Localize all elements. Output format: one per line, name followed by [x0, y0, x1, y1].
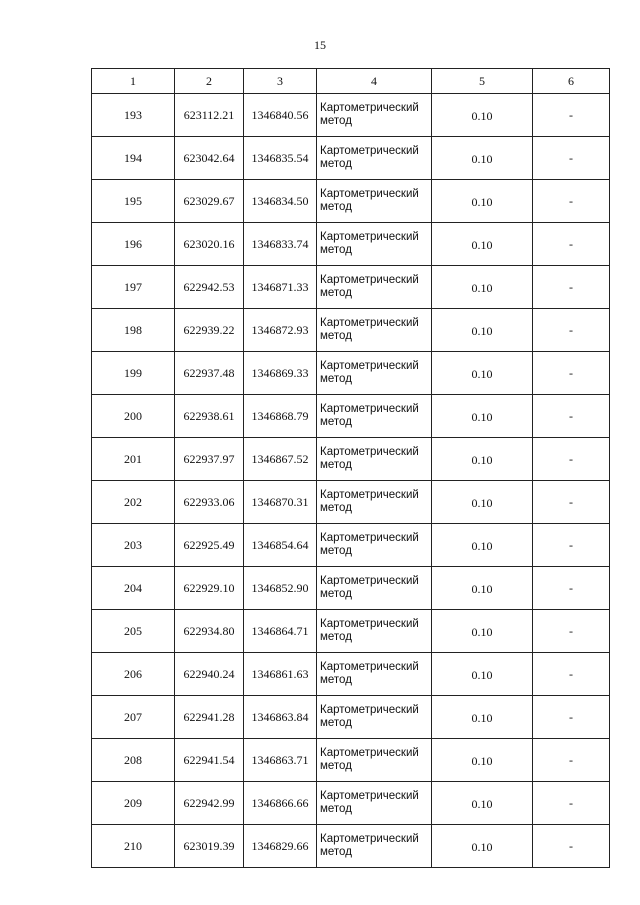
method-text-line1: Картометрический	[320, 231, 419, 243]
note-cell: -	[533, 567, 610, 610]
note-cell: -	[533, 352, 610, 395]
method-text-line1: Картометрический	[320, 317, 419, 329]
x-coordinate-cell: 622941.28	[175, 696, 244, 739]
method-cell	[317, 481, 432, 524]
accuracy-cell: 0.10	[432, 653, 533, 696]
method-text-line2: метод	[320, 760, 352, 772]
point-number-cell: 194	[92, 137, 175, 180]
note-cell: -	[533, 438, 610, 481]
y-coordinate-cell: 1346869.33	[244, 352, 317, 395]
method-text-line1: Картометрический	[320, 618, 419, 630]
x-coordinate-cell: 623019.39	[175, 825, 244, 868]
accuracy-cell: 0.10	[432, 94, 533, 137]
method-text-line2: метод	[320, 588, 352, 600]
x-coordinate-cell: 622925.49	[175, 524, 244, 567]
point-number-cell: 196	[92, 223, 175, 266]
y-coordinate-cell: 1346868.79	[244, 395, 317, 438]
y-coordinate-cell: 1346864.71	[244, 610, 317, 653]
note-cell: -	[533, 94, 610, 137]
method-text-line1: Картометрический	[320, 704, 419, 716]
point-number-cell: 208	[92, 739, 175, 782]
method-text-line2: метод	[320, 330, 352, 342]
method-cell	[317, 696, 432, 739]
x-coordinate-cell: 622942.99	[175, 782, 244, 825]
table-row	[92, 352, 610, 395]
point-number-cell: 201	[92, 438, 175, 481]
y-coordinate-cell: 1346835.54	[244, 137, 317, 180]
column-header: 4	[317, 69, 432, 94]
method-text-line1: Картометрический	[320, 403, 419, 415]
note-cell: -	[533, 653, 610, 696]
table-row	[92, 223, 610, 266]
accuracy-cell: 0.10	[432, 610, 533, 653]
method-text-line2: метод	[320, 201, 352, 213]
accuracy-cell: 0.10	[432, 524, 533, 567]
method-text-line1: Картометрический	[320, 274, 419, 286]
method-text-line2: метод	[320, 846, 352, 858]
table-header-row	[92, 69, 610, 94]
table-row	[92, 395, 610, 438]
y-coordinate-cell: 1346872.93	[244, 309, 317, 352]
method-text-line2: метод	[320, 545, 352, 557]
note-cell: -	[533, 395, 610, 438]
y-coordinate-cell: 1346866.66	[244, 782, 317, 825]
accuracy-cell: 0.10	[432, 825, 533, 868]
point-number-cell: 207	[92, 696, 175, 739]
y-coordinate-cell: 1346852.90	[244, 567, 317, 610]
table-row	[92, 567, 610, 610]
accuracy-cell: 0.10	[432, 180, 533, 223]
method-cell	[317, 94, 432, 137]
note-cell: -	[533, 180, 610, 223]
x-coordinate-cell: 623029.67	[175, 180, 244, 223]
method-text-line1: Картометрический	[320, 790, 419, 802]
method-text-line1: Картометрический	[320, 532, 419, 544]
accuracy-cell: 0.10	[432, 137, 533, 180]
point-number-cell: 204	[92, 567, 175, 610]
accuracy-cell: 0.10	[432, 438, 533, 481]
y-coordinate-cell: 1346870.31	[244, 481, 317, 524]
method-text-line1: Картометрический	[320, 188, 419, 200]
table-row	[92, 180, 610, 223]
method-text-line1: Картометрический	[320, 489, 419, 501]
accuracy-cell: 0.10	[432, 567, 533, 610]
table-row	[92, 696, 610, 739]
method-text-line2: метод	[320, 244, 352, 256]
accuracy-cell: 0.10	[432, 266, 533, 309]
method-text-line1: Картометрический	[320, 833, 419, 845]
x-coordinate-cell: 622942.53	[175, 266, 244, 309]
x-coordinate-cell: 622929.10	[175, 567, 244, 610]
method-text-line2: метод	[320, 674, 352, 686]
method-cell	[317, 739, 432, 782]
point-number-cell: 209	[92, 782, 175, 825]
note-cell: -	[533, 266, 610, 309]
x-coordinate-cell: 622940.24	[175, 653, 244, 696]
method-cell	[317, 309, 432, 352]
x-coordinate-cell: 622939.22	[175, 309, 244, 352]
accuracy-cell: 0.10	[432, 782, 533, 825]
note-cell: -	[533, 524, 610, 567]
note-cell: -	[533, 739, 610, 782]
method-cell	[317, 653, 432, 696]
table-row	[92, 610, 610, 653]
method-text-line1: Картометрический	[320, 145, 419, 157]
method-text-line1: Картометрический	[320, 747, 419, 759]
method-text-line2: метод	[320, 803, 352, 815]
accuracy-cell: 0.10	[432, 395, 533, 438]
note-cell: -	[533, 137, 610, 180]
point-number-cell: 198	[92, 309, 175, 352]
note-cell: -	[533, 696, 610, 739]
method-text-line2: метод	[320, 459, 352, 471]
method-text-line1: Картометрический	[320, 575, 419, 587]
method-text-line2: метод	[320, 287, 352, 299]
x-coordinate-cell: 622937.48	[175, 352, 244, 395]
point-number-cell: 200	[92, 395, 175, 438]
method-text-line2: метод	[320, 502, 352, 514]
method-cell	[317, 524, 432, 567]
point-number-cell: 210	[92, 825, 175, 868]
x-coordinate-cell: 622933.06	[175, 481, 244, 524]
method-cell	[317, 137, 432, 180]
method-text-line1: Картометрический	[320, 661, 419, 673]
method-cell	[317, 395, 432, 438]
x-coordinate-cell: 622934.80	[175, 610, 244, 653]
method-cell	[317, 782, 432, 825]
point-number-cell: 203	[92, 524, 175, 567]
table-row	[92, 266, 610, 309]
point-number-cell: 195	[92, 180, 175, 223]
y-coordinate-cell: 1346861.63	[244, 653, 317, 696]
y-coordinate-cell: 1346863.84	[244, 696, 317, 739]
method-cell	[317, 223, 432, 266]
y-coordinate-cell: 1346867.52	[244, 438, 317, 481]
x-coordinate-cell: 623112.21	[175, 94, 244, 137]
x-coordinate-cell: 623042.64	[175, 137, 244, 180]
method-text-line2: метод	[320, 373, 352, 385]
x-coordinate-cell: 622941.54	[175, 739, 244, 782]
column-header: 3	[244, 69, 317, 94]
column-header: 2	[175, 69, 244, 94]
accuracy-cell: 0.10	[432, 696, 533, 739]
note-cell: -	[533, 309, 610, 352]
y-coordinate-cell: 1346863.71	[244, 739, 317, 782]
method-cell	[317, 825, 432, 868]
method-cell	[317, 352, 432, 395]
y-coordinate-cell: 1346840.56	[244, 94, 317, 137]
note-cell: -	[533, 782, 610, 825]
point-number-cell: 205	[92, 610, 175, 653]
method-text-line1: Картометрический	[320, 102, 419, 114]
x-coordinate-cell: 622937.97	[175, 438, 244, 481]
method-text-line2: метод	[320, 158, 352, 170]
x-coordinate-cell: 622938.61	[175, 395, 244, 438]
note-cell: -	[533, 223, 610, 266]
table-row	[92, 309, 610, 352]
accuracy-cell: 0.10	[432, 481, 533, 524]
method-text-line2: метод	[320, 717, 352, 729]
table-row	[92, 524, 610, 567]
point-number-cell: 202	[92, 481, 175, 524]
method-text-line1: Картометрический	[320, 360, 419, 372]
note-cell: -	[533, 481, 610, 524]
method-text-line1: Картометрический	[320, 446, 419, 458]
point-number-cell: 193	[92, 94, 175, 137]
table-row	[92, 653, 610, 696]
method-cell	[317, 438, 432, 481]
method-cell	[317, 610, 432, 653]
column-header: 1	[92, 69, 175, 94]
point-number-cell: 197	[92, 266, 175, 309]
y-coordinate-cell: 1346829.66	[244, 825, 317, 868]
table-row	[92, 782, 610, 825]
method-cell	[317, 567, 432, 610]
method-text-line2: метод	[320, 416, 352, 428]
method-text-line2: метод	[320, 631, 352, 643]
y-coordinate-cell: 1346833.74	[244, 223, 317, 266]
accuracy-cell: 0.10	[432, 223, 533, 266]
column-header: 5	[432, 69, 533, 94]
accuracy-cell: 0.10	[432, 352, 533, 395]
table-row	[92, 739, 610, 782]
method-cell	[317, 266, 432, 309]
table-row	[92, 825, 610, 868]
table-row	[92, 481, 610, 524]
page-number: 15	[314, 38, 326, 52]
y-coordinate-cell: 1346834.50	[244, 180, 317, 223]
table-row	[92, 438, 610, 481]
x-coordinate-cell: 623020.16	[175, 223, 244, 266]
note-cell: -	[533, 825, 610, 868]
method-text-line2: метод	[320, 115, 352, 127]
point-number-cell: 206	[92, 653, 175, 696]
y-coordinate-cell: 1346871.33	[244, 266, 317, 309]
accuracy-cell: 0.10	[432, 309, 533, 352]
note-cell: -	[533, 610, 610, 653]
table-row	[92, 94, 610, 137]
method-cell	[317, 180, 432, 223]
accuracy-cell: 0.10	[432, 739, 533, 782]
point-number-cell: 199	[92, 352, 175, 395]
coordinates-table	[91, 68, 610, 868]
table-row	[92, 137, 610, 180]
column-header: 6	[533, 69, 610, 94]
y-coordinate-cell: 1346854.64	[244, 524, 317, 567]
